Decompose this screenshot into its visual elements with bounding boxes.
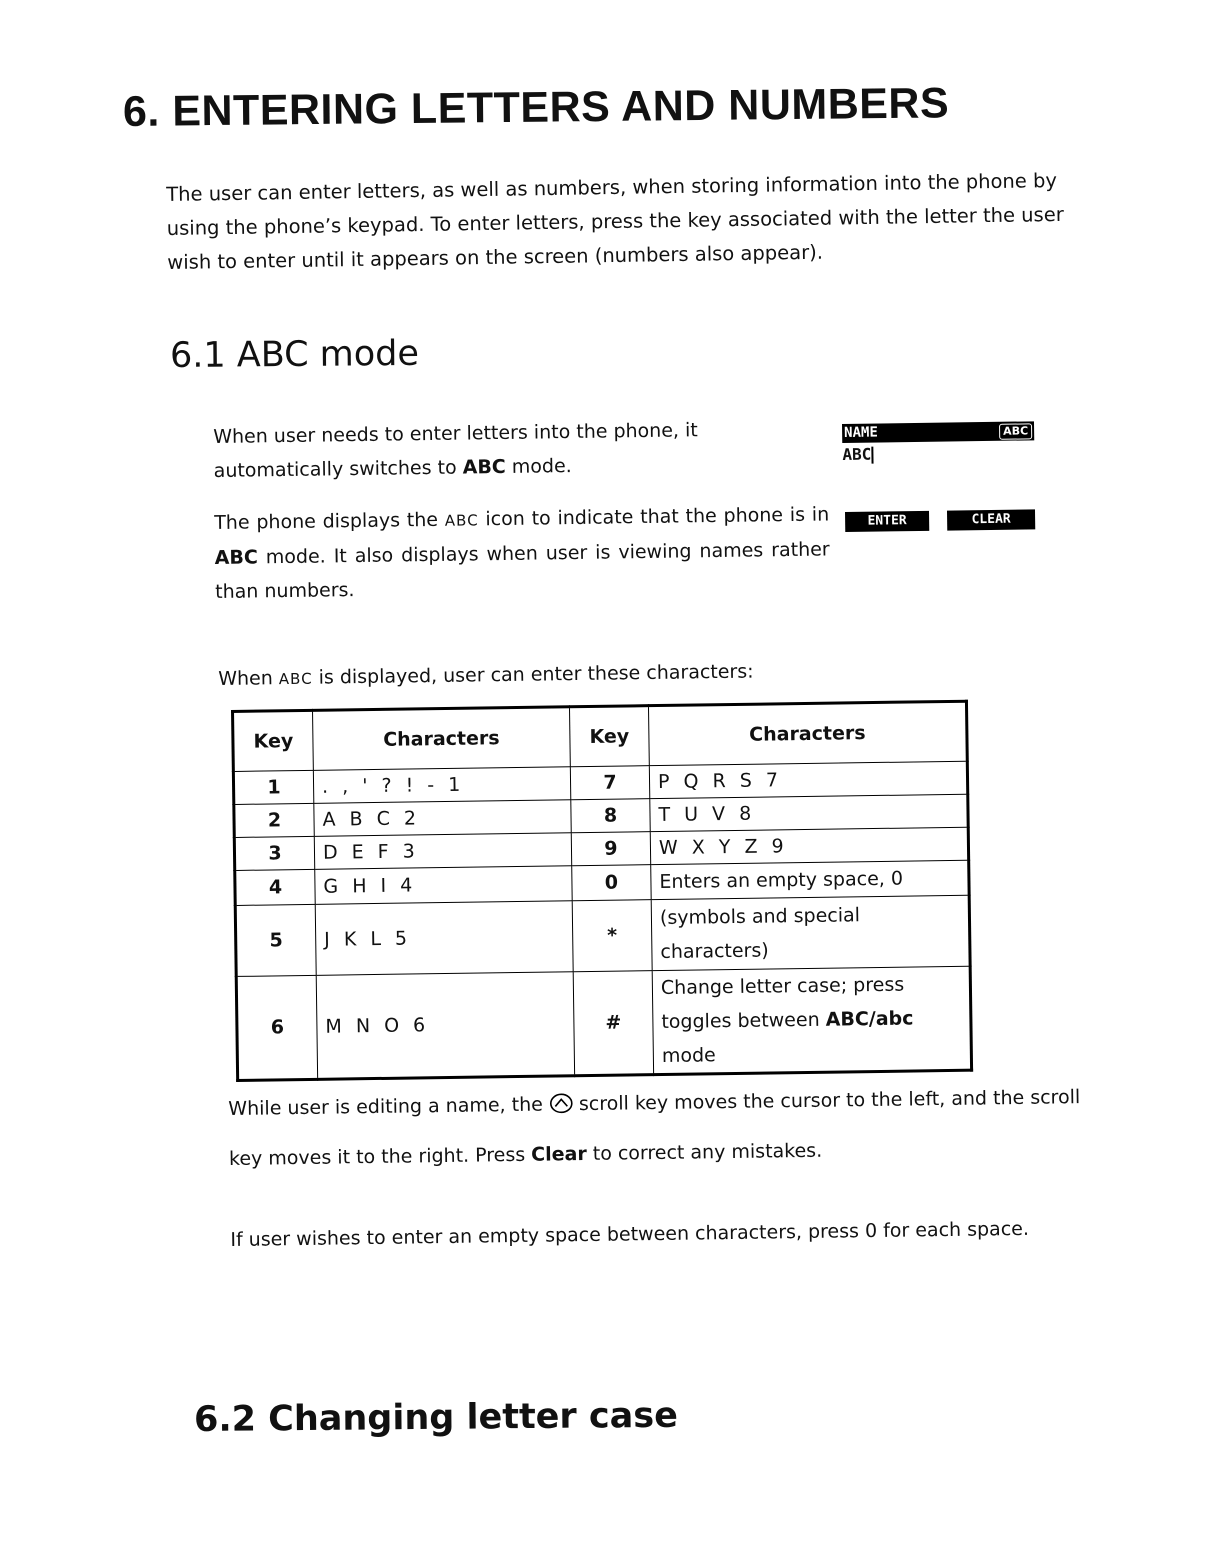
p1-text-end: mode.: [505, 454, 572, 478]
chars-cell: T U V 8: [650, 794, 968, 831]
scroll-up-key-icon: [549, 1092, 573, 1114]
p1-abc-bold: ABC: [462, 455, 506, 479]
softkey-bar: [845, 509, 1035, 534]
section-6-1-title: 6.1 ABC mode: [169, 333, 420, 376]
p4-text-mid: scroll key moves the cursor to the left, and the scroll key moves it to the right. Press: [228, 1086, 1081, 1170]
chars-cell: [652, 966, 971, 1074]
key-cell: 0: [572, 865, 651, 901]
chars-cell: G H I 4: [315, 866, 572, 905]
hash-desc-bold: ABC/abc: [825, 1007, 914, 1031]
key-cell: 8: [571, 799, 650, 833]
p3-text: When: [218, 667, 279, 690]
chars-cell: . , ' ? ! - 1: [313, 767, 570, 804]
abc-mode-paragraph-2: [214, 497, 830, 609]
chars-cell: M N O 6: [316, 972, 574, 1080]
hash-desc-end: mode: [661, 1044, 716, 1068]
chapter-title: 6. ENTERING LETTERS AND NUMBERS: [122, 79, 950, 136]
header-key-1: Key: [233, 710, 314, 771]
chars-cell: Enters an empty space, 0: [651, 860, 969, 899]
section-6-2-title: 6.2 Changing letter case: [193, 1395, 679, 1440]
key-cell: 1: [233, 770, 313, 804]
p1-text: When user needs to enter letters into the phone, it automatically switches to: [213, 419, 698, 482]
key-cell: 6: [236, 975, 317, 1080]
p2-text-end: mode. It also displays when user is viewing names rather than numbers.: [215, 538, 830, 603]
header-characters-2: Characters: [648, 701, 967, 765]
chars-cell: P Q R S 7: [649, 761, 967, 798]
clear-softkey[interactable]: CLEAR: [947, 509, 1035, 530]
key-cell: 2: [234, 803, 314, 837]
empty-space-paragraph: If user wishes to enter an empty space between characters, press 0 for each space.: [230, 1217, 1030, 1251]
header-characters-1: Characters: [313, 707, 571, 771]
key-cell: 4: [235, 869, 315, 905]
p4-text: While user is editing a name, the: [228, 1093, 550, 1120]
p2-text: The phone displays the: [214, 508, 445, 534]
chars-cell: A B C 2: [314, 800, 571, 837]
key-characters-table: [231, 700, 973, 1082]
display-title-bar: [842, 421, 1034, 443]
chars-cell: (symbols and special characters): [651, 895, 970, 970]
table-row: [235, 895, 970, 976]
cursor-icon: [871, 447, 873, 464]
header-key-2: Key: [569, 706, 649, 767]
key-cell: 9: [571, 832, 650, 866]
display-entry: [842, 442, 1034, 464]
abc-mode-paragraph-3: [218, 652, 918, 697]
key-characters-table-wrap: [231, 700, 973, 1082]
p3-abc-icon-text: ABC: [278, 669, 313, 689]
display-entry-text: ABC: [842, 444, 872, 464]
p3-text-end: is displayed, user can enter these characters:: [312, 660, 754, 689]
scroll-key-paragraph: [228, 1072, 1109, 1184]
p2-text-mid: icon to indicate that the phone is in: [478, 503, 830, 531]
p4-text-end: to correct any mistakes.: [586, 1139, 823, 1165]
key-cell: 5: [235, 904, 316, 976]
table-header-row: [233, 701, 968, 771]
chars-cell: J K L 5: [315, 901, 573, 976]
p4-clear-bold: Clear: [531, 1142, 587, 1166]
phone-display-mock: [842, 421, 1035, 464]
display-title: NAME: [844, 424, 878, 441]
chars-cell: D E F 3: [314, 833, 571, 870]
abc-mode-paragraph-1: [213, 412, 774, 488]
abc-mode-icon: ABC: [999, 423, 1032, 439]
chars-cell: W X Y Z 9: [650, 827, 968, 864]
key-cell: 3: [234, 836, 314, 870]
intro-paragraph: The user can enter letters, as well as numbers, when storing information into the phone by using the phone’s keypad. To enter letters, press the key associated with the letter the user wish to enter until it appears on the screen (numbers also appear).: [166, 169, 1064, 274]
p2-abc-icon-text: ABC: [444, 511, 479, 530]
p2-abc-bold: ABC: [214, 546, 259, 569]
enter-softkey[interactable]: ENTER: [845, 511, 929, 532]
hash-desc-text: Change letter case; press toggles between: [660, 973, 905, 1034]
key-cell: #: [573, 971, 653, 1076]
key-cell: *: [572, 900, 652, 972]
table-row: [236, 966, 971, 1080]
key-cell: 7: [570, 766, 649, 800]
